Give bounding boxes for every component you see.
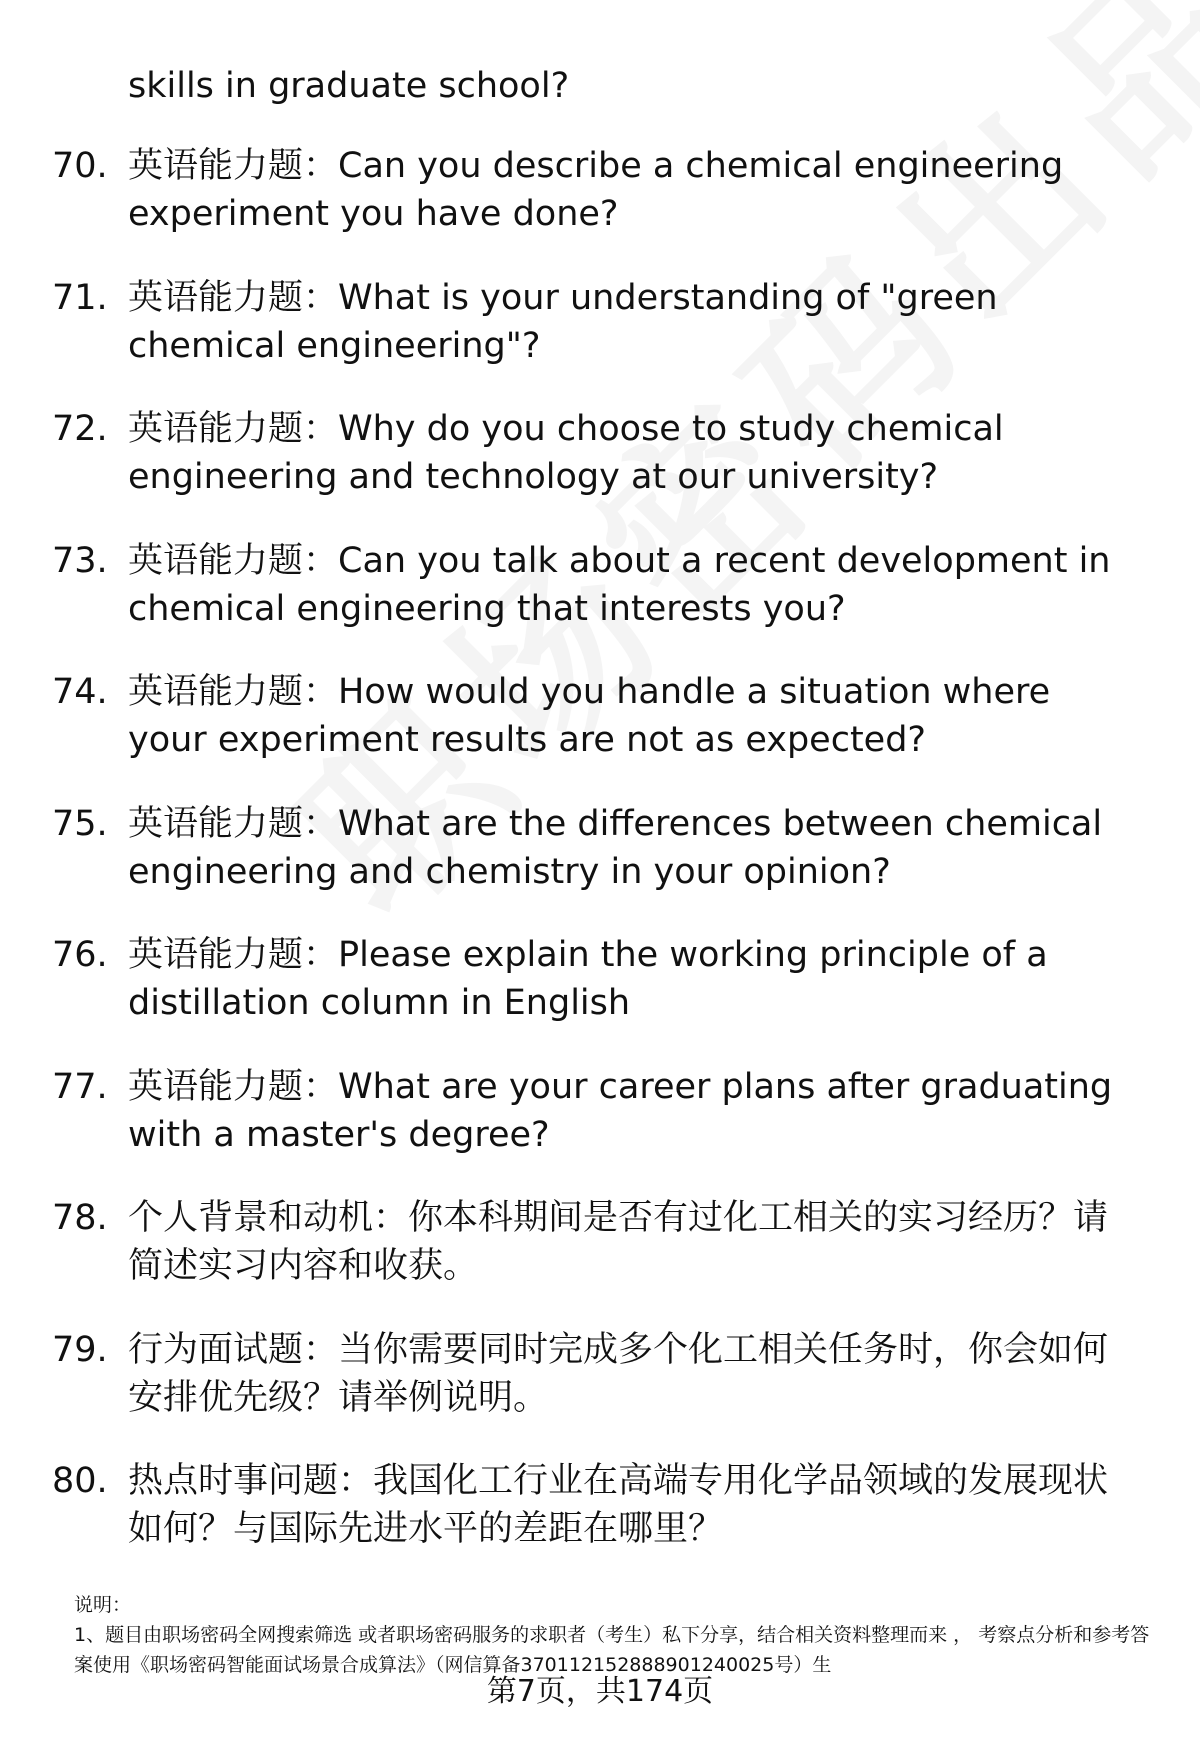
question-list: [0, 142, 1200, 1589]
question-text: 英语能力题：What are the differences between chemical engineering and chemistry in your opinion?: [128, 803, 1103, 892]
question-text: 英语能力题：What are your career plans after graduating with a master's degree?: [128, 1066, 1113, 1155]
question-number: 76.: [52, 935, 108, 975]
question-number: 77.: [52, 1066, 108, 1107]
question-item: [0, 1194, 1200, 1326]
question-number: 74.: [52, 672, 108, 712]
question-number: 75.: [52, 803, 108, 844]
question-text: 英语能力题：Can you talk about a recent development in chemical engineering that interests you?: [128, 540, 1111, 629]
question-number: 79.: [52, 1329, 108, 1370]
question-item: [0, 800, 1200, 932]
question-item: [0, 142, 1200, 274]
question-number: 80.: [52, 1461, 108, 1501]
notes-heading: 说明：: [74, 1594, 132, 1616]
question-text: 英语能力题：Can you describe a chemical engineering experiment you have done?: [128, 146, 1064, 234]
question-item: [0, 537, 1200, 669]
notes-section: [74, 1590, 1154, 1680]
question-text: 英语能力题：How would you handle a situation where your experiment results are not as expected?: [128, 672, 1051, 760]
question-item: [0, 1326, 1200, 1458]
question-number: 70.: [52, 146, 108, 186]
question-text: 个人背景和动机：你本科期间是否有过化工相关的实习经历？请简述实习内容和收获。: [128, 1198, 1109, 1286]
question-item: [0, 668, 1200, 800]
question-item: [0, 405, 1200, 537]
question-item: [0, 931, 1200, 1063]
question-text: 行为面试题：当你需要同时完成多个化工相关任务时，你会如何安排优先级？请举例说明。: [128, 1329, 1109, 1418]
question-text: 热点时事问题：我国化工行业在高端专用化学品领域的发展现状如何？与国际先进水平的差距在哪里？: [128, 1461, 1109, 1549]
question-number: 72.: [52, 409, 108, 449]
question-item: [0, 274, 1200, 406]
notes-line: 1、题目由职场密码全网搜索筛选 或者职场密码服务的求职者（考生）私下分享，结合相关资料整理而来 ， 考察点分析和参考答案使用《职场密码智能面试场景合成算法》（网信算备370112152888901240025号）生: [74, 1624, 1150, 1676]
question-text: 英语能力题：What is your understanding of "green chemical engineering"?: [128, 277, 998, 366]
question-number: 73.: [52, 540, 108, 581]
question-item: [0, 1063, 1200, 1195]
question-item: [0, 1457, 1200, 1589]
page-number-footer: 第7页，共174页: [486, 1674, 714, 1709]
question-text: 英语能力题：Please explain the working principle of a distillation column in English: [128, 935, 1048, 1023]
continued-question-text: skills in graduate school?: [128, 66, 570, 106]
question-number: 78.: [52, 1198, 108, 1238]
question-number: 71.: [52, 277, 108, 318]
question-text: 英语能力题：Why do you choose to study chemical engineering and technology at our university?: [128, 409, 1004, 497]
